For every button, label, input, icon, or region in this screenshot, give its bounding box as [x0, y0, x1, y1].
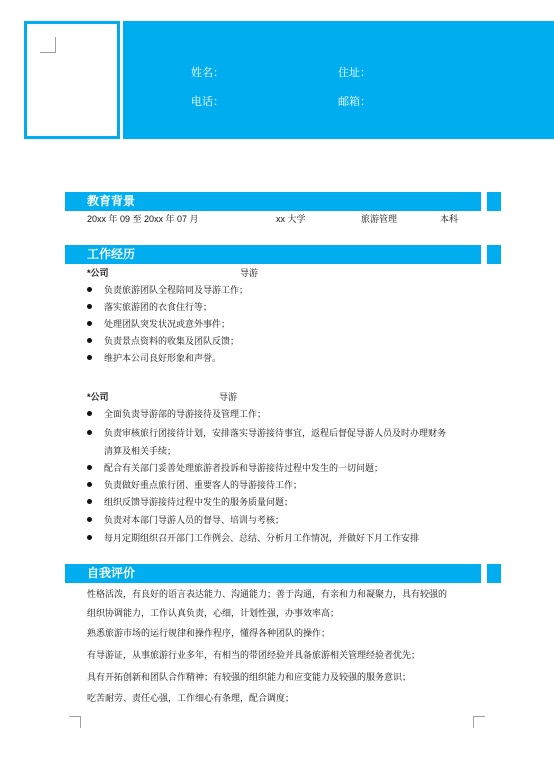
- education-major: 旅游管理: [361, 214, 398, 224]
- self-eval-line: 具有开拓创新和团队合作精神；有较强的组织能力和应变能力及较强的服务意识；: [87, 672, 412, 682]
- self-eval-line: 性格活泼，有良好的语言表达能力、沟通能力；善于沟通，有亲和力和凝聚力，具有较强的: [87, 589, 448, 599]
- bullet-dot: [87, 287, 92, 292]
- crop-mark-bottom-left: [69, 716, 81, 728]
- bullet-dot: [87, 535, 92, 540]
- self-eval-line: 组织协调能力，工作认真负责，心细，计划性强，办事效率高；: [87, 608, 340, 618]
- job-2-item: 配合有关部门妥善处理旅游者投诉和导游接待过程中发生的一切问题；: [104, 463, 384, 473]
- job-1-item: 维护本公司良好形象和声誉。: [104, 353, 222, 363]
- work-section-title: 工作经历: [87, 247, 136, 261]
- bullet-dot: [87, 304, 92, 309]
- job-2-item: 组织反馈导游接待过程中发生的服务质量问题；: [104, 497, 294, 507]
- self-eval-section-title: 自我评价: [87, 566, 136, 580]
- bullet-dot: [87, 430, 92, 435]
- job-1-company: *公司: [87, 268, 109, 278]
- job-1-position: 导游: [240, 268, 259, 278]
- self-eval-line: 熟悉旅游市场的运行规律和操作程序，懂得各种团队的操作；: [87, 628, 331, 638]
- bullet-dot: [87, 482, 92, 487]
- education-period: 20xx 年 09 至 20xx 年 07 月: [87, 214, 199, 224]
- bullet-dot: [87, 321, 92, 326]
- job-2-position: 导游: [219, 392, 238, 402]
- address-label: 住址：: [338, 67, 371, 79]
- self-eval-section-marker: [487, 564, 501, 583]
- education-section-title: 教育背景: [87, 194, 136, 208]
- crop-mark-bottom-right: [473, 716, 485, 728]
- job-1-item: 落实旅游团的衣食住行等；: [104, 302, 213, 312]
- bullet-dot: [87, 355, 92, 360]
- job-2-item: 每月定期组织召开部门工作例会、总结、分析月工作情况，并做好下月工作安排: [104, 533, 420, 543]
- email-label: 邮箱：: [338, 96, 371, 108]
- job-1-item: 负责旅游团队全程陪同及导游工作；: [104, 285, 249, 295]
- job-1-item: 负责景点资料的收集及团队反馈；: [104, 336, 240, 346]
- job-2-company: *公司: [87, 392, 109, 402]
- photo-placeholder: [24, 21, 120, 139]
- work-section-marker: [487, 245, 501, 264]
- bullet-dot: [87, 499, 92, 504]
- bullet-dot: [87, 411, 92, 416]
- education-section-marker: [487, 192, 501, 211]
- phone-label: 电话：: [191, 96, 224, 108]
- self-eval-line: 有导游证，从事旅游行业多年，有相当的带团经验并具备旅游相关管理经验者优先；: [87, 650, 421, 660]
- job-2-item: 全面负责导游部的导游接待及管理工作；: [104, 409, 267, 419]
- education-degree: 本科: [440, 214, 459, 224]
- header-band: [123, 21, 554, 139]
- bullet-dot: [87, 465, 92, 470]
- job-1-item: 处理团队突发状况或意外事件；: [104, 319, 231, 329]
- job-2-item: 负责审核旅行团接待计划，安排落实导游接待事宜，返程后督促导游人员及时办理财务: [104, 428, 447, 438]
- job-2-item: 负责做好重点旅行团、重要客人的导游接待工作；: [104, 480, 303, 490]
- name-label: 姓名：: [191, 67, 224, 79]
- bullet-dot: [87, 517, 92, 522]
- self-eval-line: 吃苦耐劳、责任心强，工作细心有条理，配合调度；: [87, 693, 295, 703]
- photo-corner-mark: [40, 37, 56, 53]
- job-2-item: 负责对本部门导游人员的督导、培训与考核；: [104, 515, 285, 525]
- bullet-dot: [87, 338, 92, 343]
- job-2-item-continuation: 清算及相关手续；: [104, 446, 177, 456]
- education-school: xx 大学: [276, 214, 306, 224]
